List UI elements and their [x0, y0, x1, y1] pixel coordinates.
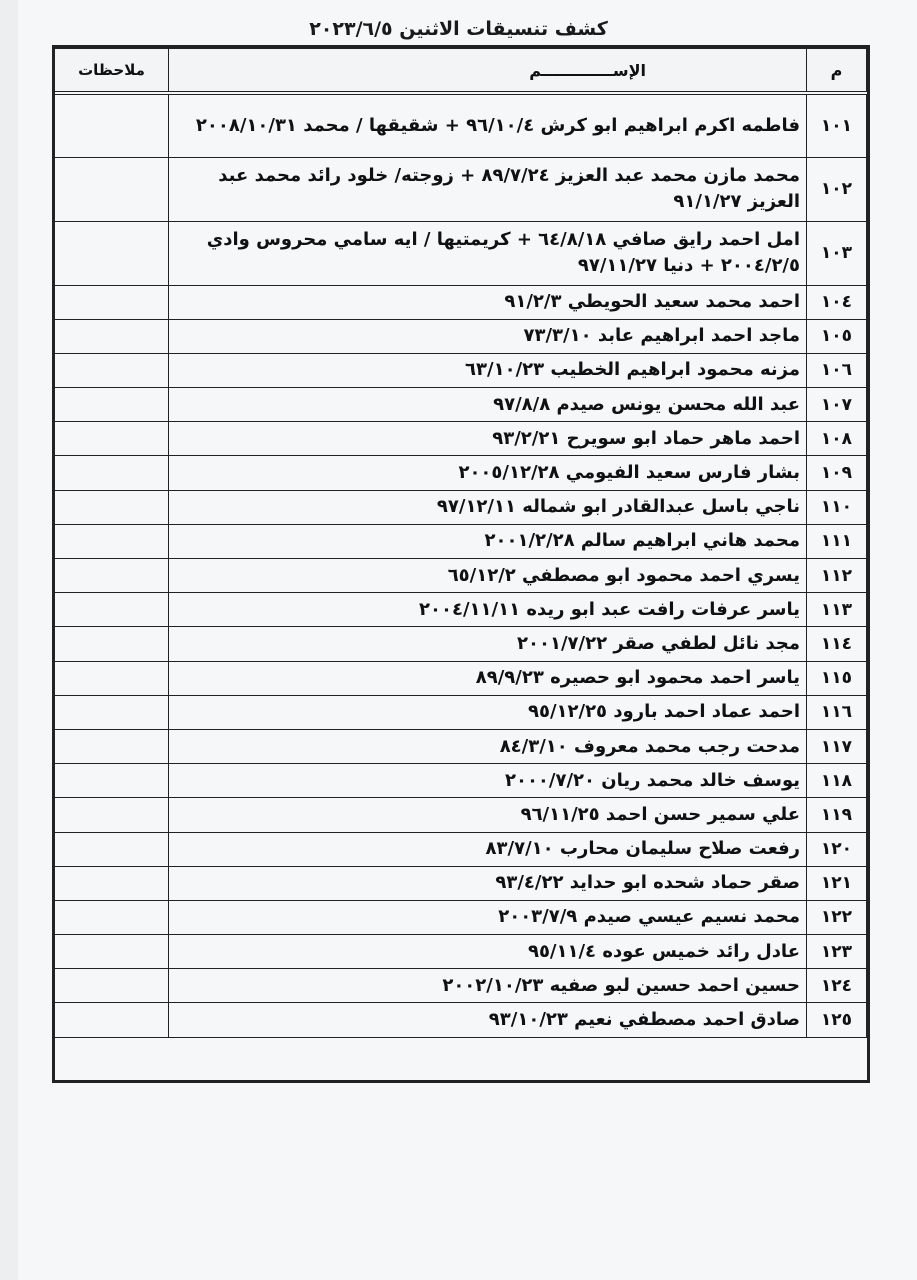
row-name: مزنه محمود ابراهيم الخطيب ٦٣/١٠/٢٣ [169, 353, 807, 387]
table-row [55, 319, 867, 353]
table-row [55, 388, 867, 422]
row-name: علي سمير حسن احمد ٩٦/١١/٢٥ [169, 798, 807, 832]
row-notes [55, 422, 169, 456]
row-name: مجد نائل لطفي صقر ٢٠٠١/٧/٢٢ [169, 627, 807, 661]
table-row [55, 900, 867, 934]
row-notes [55, 559, 169, 593]
names-table-frame [52, 45, 870, 1083]
table-row [55, 157, 867, 221]
row-notes [55, 93, 169, 157]
row-name: احمد محمد سعيد الحويطي ٩١/٢/٣ [169, 285, 807, 319]
header-name: الإســـــــــــــم [169, 49, 807, 94]
table-body [55, 93, 867, 1037]
table-row [55, 661, 867, 695]
row-notes [55, 593, 169, 627]
row-name: رفعت صلاح سليمان محارب ٨٣/٧/١٠ [169, 832, 807, 866]
table-row [55, 969, 867, 1003]
row-number: ١١١ [807, 524, 867, 558]
row-number: ١١٠ [807, 490, 867, 524]
row-number: ١١٨ [807, 764, 867, 798]
row-name: حسين احمد حسين لبو صفيه ٢٠٠٢/١٠/٢٣ [169, 969, 807, 1003]
row-notes [55, 319, 169, 353]
table-row [55, 285, 867, 319]
row-name: عبد الله محسن يونس صيدم ٩٧/٨/٨ [169, 388, 807, 422]
table-row [55, 490, 867, 524]
row-name: محمد مازن محمد عبد العزيز ٨٩/٧/٢٤ + زوجته/ خلود رائد محمد عبد العزيز ٩١/١/٢٧ [169, 157, 807, 221]
row-number: ١٢٥ [807, 1003, 867, 1037]
row-name: يسري احمد محمود ابو مصطفي ٦٥/١٢/٢ [169, 559, 807, 593]
row-notes [55, 764, 169, 798]
row-notes [55, 1003, 169, 1037]
row-notes [55, 388, 169, 422]
table-row [55, 935, 867, 969]
row-name: ياسر احمد محمود ابو حصيره ٨٩/٩/٢٣ [169, 661, 807, 695]
row-name: محمد هاني ابراهيم سالم ٢٠٠١/٢/٢٨ [169, 524, 807, 558]
row-notes [55, 221, 169, 285]
row-name: بشار فارس سعيد الفيومي ٢٠٠٥/١٢/٢٨ [169, 456, 807, 490]
row-number: ١٠٣ [807, 221, 867, 285]
table-row [55, 456, 867, 490]
table-header-row [55, 49, 867, 94]
table-row [55, 1003, 867, 1037]
row-name: صقر حماد شحده ابو حدايد ٩٣/٤/٢٢ [169, 866, 807, 900]
row-number: ١٢١ [807, 866, 867, 900]
table-row [55, 593, 867, 627]
table-row [55, 627, 867, 661]
row-name: ناجي باسل عبدالقادر ابو شماله ٩٧/١٢/١١ [169, 490, 807, 524]
row-number: ١١٥ [807, 661, 867, 695]
table-row [55, 524, 867, 558]
row-notes [55, 285, 169, 319]
row-notes [55, 866, 169, 900]
row-notes [55, 157, 169, 221]
table-row [55, 93, 867, 157]
row-name: امل احمد رايق صافي ٦٤/٨/١٨ + كريمتيها / ايه سامي محروس وادي ٢٠٠٤/٢/٥ + دنيا ٩٧/١١/٢٧ [169, 221, 807, 285]
row-number: ١١٣ [807, 593, 867, 627]
row-notes [55, 661, 169, 695]
names-table [54, 48, 867, 1038]
row-number: ١٢٢ [807, 900, 867, 934]
table-row [55, 559, 867, 593]
row-notes [55, 832, 169, 866]
row-number: ١٢٠ [807, 832, 867, 866]
table-row [55, 221, 867, 285]
row-notes [55, 695, 169, 729]
row-notes [55, 456, 169, 490]
row-name: مدحت رجب محمد معروف ٨٤/٣/١٠ [169, 729, 807, 763]
row-name: ياسر عرفات رافت عبد ابو ريده ٢٠٠٤/١١/١١ [169, 593, 807, 627]
header-number: م [807, 49, 867, 94]
table-row [55, 729, 867, 763]
table-row [55, 798, 867, 832]
row-name: محمد نسيم عيسي صيدم ٢٠٠٣/٧/٩ [169, 900, 807, 934]
row-number: ١١٤ [807, 627, 867, 661]
row-number: ١٠٥ [807, 319, 867, 353]
table-row [55, 422, 867, 456]
row-name: ماجد احمد ابراهيم عابد ٧٣/٣/١٠ [169, 319, 807, 353]
row-number: ١١٩ [807, 798, 867, 832]
row-notes [55, 524, 169, 558]
table-row [55, 695, 867, 729]
row-name: احمد ماهر حماد ابو سويرح ٩٣/٢/٢١ [169, 422, 807, 456]
row-notes [55, 935, 169, 969]
row-name: صادق احمد مصطفي نعيم ٩٣/١٠/٢٣ [169, 1003, 807, 1037]
row-notes [55, 900, 169, 934]
row-notes [55, 729, 169, 763]
row-number: ١١٦ [807, 695, 867, 729]
row-number: ١٠٤ [807, 285, 867, 319]
row-name: يوسف خالد محمد ريان ٢٠٠٠/٧/٢٠ [169, 764, 807, 798]
table-row [55, 866, 867, 900]
row-name: فاطمه اكرم ابراهيم ابو كرش ٩٦/١٠/٤ + شقيقها / محمد ٢٠٠٨/١٠/٣١ [169, 93, 807, 157]
row-notes [55, 490, 169, 524]
row-notes [55, 353, 169, 387]
header-notes: ملاحظات [55, 49, 169, 94]
row-number: ١٢٣ [807, 935, 867, 969]
row-number: ١١٧ [807, 729, 867, 763]
table-row [55, 832, 867, 866]
row-number: ١٢٤ [807, 969, 867, 1003]
row-number: ١١٢ [807, 559, 867, 593]
table-row [55, 353, 867, 387]
row-name: احمد عماد احمد بارود ٩٥/١٢/٢٥ [169, 695, 807, 729]
page-title: كشف تنسيقات الاثنين ٢٠٢٣/٦/٥ [309, 18, 608, 40]
row-number: ١٠٩ [807, 456, 867, 490]
row-notes [55, 627, 169, 661]
row-number: ١٠١ [807, 93, 867, 157]
table-row [55, 764, 867, 798]
row-number: ١٠٢ [807, 157, 867, 221]
row-notes [55, 969, 169, 1003]
row-name: عادل رائد خميس عوده ٩٥/١١/٤ [169, 935, 807, 969]
row-notes [55, 798, 169, 832]
row-number: ١٠٨ [807, 422, 867, 456]
row-number: ١٠٦ [807, 353, 867, 387]
row-number: ١٠٧ [807, 388, 867, 422]
